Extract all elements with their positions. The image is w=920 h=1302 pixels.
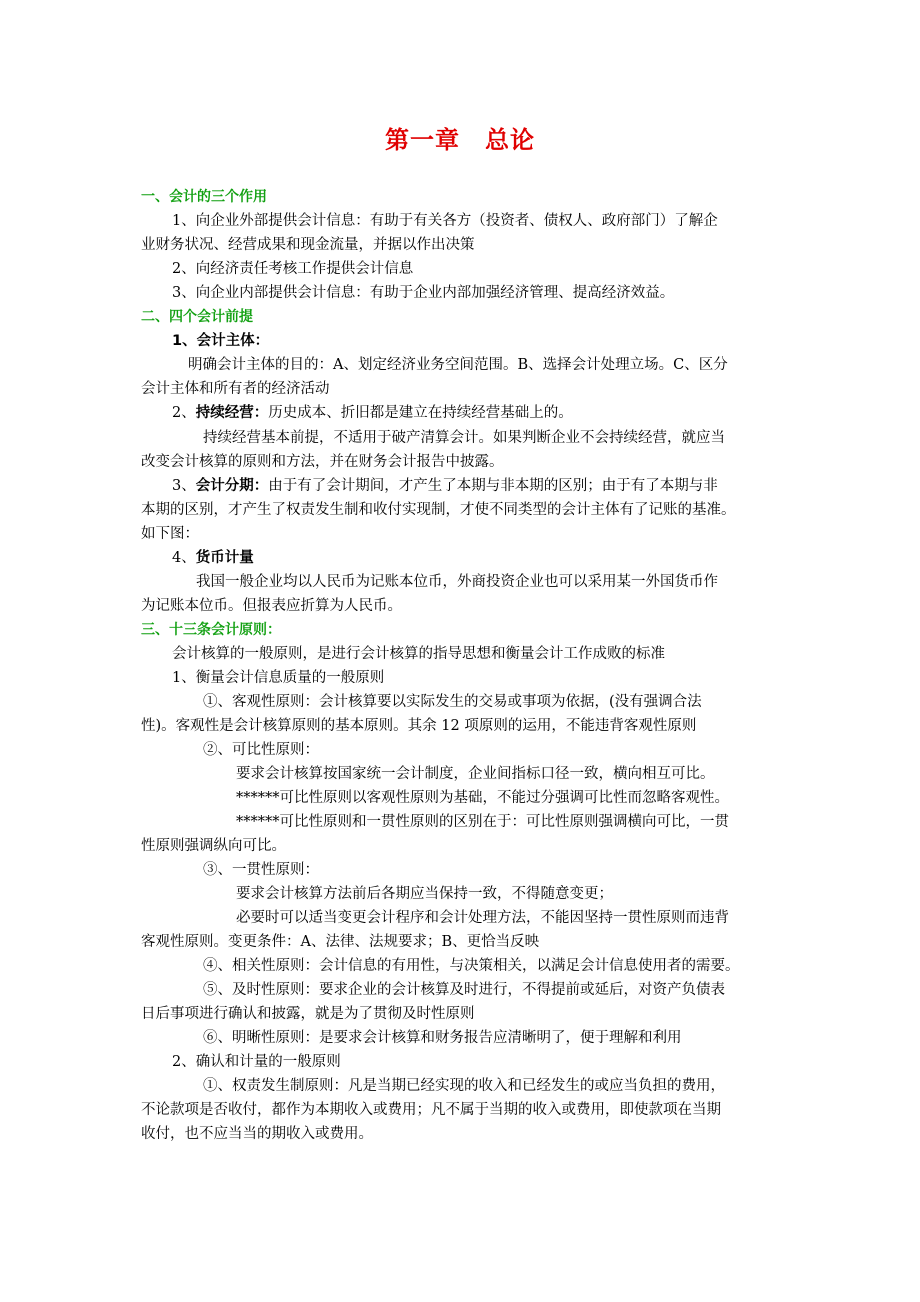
item-number: 3、 xyxy=(172,478,196,494)
paragraph: ******可比性原则以客观性原则为基础，不能过分强调可比性而忽略客观性。 xyxy=(236,790,729,806)
item-label: 会计分期： xyxy=(195,478,269,494)
item-number: 2、 xyxy=(172,405,196,421)
paragraph: 要求会计核算方法前后各期应当保持一致，不得随意变更； xyxy=(236,886,613,902)
paragraph: 日后事项进行确认和披露，就是为了贯彻及时性原则 xyxy=(141,1006,475,1022)
section-heading-2: 二、四个会计前提 xyxy=(141,309,253,325)
paragraph: ②、可比性原则： xyxy=(203,742,319,758)
paragraph: 收付，也不应当当的期收入或费用。 xyxy=(141,1126,373,1142)
section-heading-1: 一、会计的三个作用 xyxy=(141,189,267,205)
paragraph: 要求会计核算按国家统一会计制度，企业间指标口径一致，横向相互可比。 xyxy=(236,766,715,782)
paragraph: 我国一般企业均以人民币为记账本位币，外商投资企业也可以采用某一外国货币作 xyxy=(196,574,718,590)
item-text: 历史成本、折旧都是建立在持续经营基础上的。 xyxy=(268,405,573,421)
paragraph: 改变会计核算的原则和方法，并在财务会计报告中披露。 xyxy=(141,454,504,470)
item-label: 1、会计主体： xyxy=(172,333,270,349)
paragraph: 1、衡量会计信息质量的一般原则 xyxy=(172,670,385,686)
paragraph: 为记账本位币。但报表应折算为人民币。 xyxy=(141,598,402,614)
paragraph: 必要时可以适当变更会计程序和会计处理方法，不能因坚持一贯性原则而违背 xyxy=(236,910,729,926)
paragraph: 会计主体和所有者的经济活动 xyxy=(141,381,330,397)
paragraph: ④、相关性原则：会计信息的有用性，与决策相关，以满足会计信息使用者的需要。 xyxy=(203,958,740,974)
paragraph: 持续经营基本前提，不适用于破产清算会计。如果判断企业不会持续经营，就应当 xyxy=(203,430,725,446)
item-number: 4、 xyxy=(172,550,196,566)
paragraph: ⑥、明晰性原则：是要求会计核算和财务报告应清晰明了，便于理解和利用 xyxy=(203,1030,682,1046)
paragraph: ③、一贯性原则： xyxy=(203,862,319,878)
paragraph: 2、向经济责任考核工作提供会计信息 xyxy=(172,261,414,277)
paragraph: 1、向企业外部提供会计信息：有助于有关各方（投资者、债权人、政府部门）了解企 xyxy=(172,213,718,229)
item-text: 由于有了会计期间，才产生了本期与非本期的区别；由于有了本期与非 xyxy=(268,478,718,494)
paragraph: 明确会计主体的目的：A、划定经济业务空间范围。B、选择会计处理立场。C、区分 xyxy=(188,357,728,373)
item-label: 持续经营： xyxy=(195,405,269,421)
page-title: 第一章 总论 xyxy=(385,126,535,154)
paragraph: 会计核算的一般原则，是进行会计核算的指导思想和衡量会计工作成败的标准 xyxy=(172,646,665,662)
paragraph: 性原则强调纵向可比。 xyxy=(141,838,286,854)
paragraph: 2、确认和计量的一般原则 xyxy=(172,1054,341,1070)
paragraph: ①、权责发生制原则：凡是当期已经实现的收入和已经发生的或应当负担的费用， xyxy=(203,1078,725,1094)
paragraph: 3、向企业内部提供会计信息：有助于企业内部加强经济管理、提高经济效益。 xyxy=(172,285,675,301)
paragraph: 客观性原则。变更条件：A、法律、法规要求；B、更恰当反映 xyxy=(141,934,540,950)
paragraph xyxy=(141,401,822,425)
paragraph: 性)。客观性是会计核算原则的基本原则。其余 12 项原则的运用，不能违背客观性原则 xyxy=(141,718,697,734)
paragraph: 业财务状况、经营成果和现金流量，并据以作出决策 xyxy=(141,237,475,253)
paragraph xyxy=(141,474,822,498)
paragraph: ******可比性原则和一贯性原则的区别在于：可比性原则强调横向可比，一贯 xyxy=(236,814,729,830)
paragraph: 本期的区别，才产生了权责发生制和收付实现制，才使不同类型的会计主体有了记账的基准。 xyxy=(141,502,736,518)
paragraph: ①、客观性原则：会计核算要以实际发生的交易或事项为依据，(没有强调合法 xyxy=(203,694,702,710)
item-label: 货币计量 xyxy=(195,550,254,566)
paragraph: 如下图： xyxy=(141,526,199,542)
paragraph: 不论款项是否收付，都作为本期收入或费用；凡不属于当期的收入或费用，即使款项在当期 xyxy=(141,1102,721,1118)
paragraph: ⑤、及时性原则：要求企业的会计核算及时进行，不得提前或延后，对资产负债表 xyxy=(203,982,725,998)
paragraph xyxy=(141,546,822,570)
section-heading-3: 三、十三条会计原则： xyxy=(141,622,281,638)
